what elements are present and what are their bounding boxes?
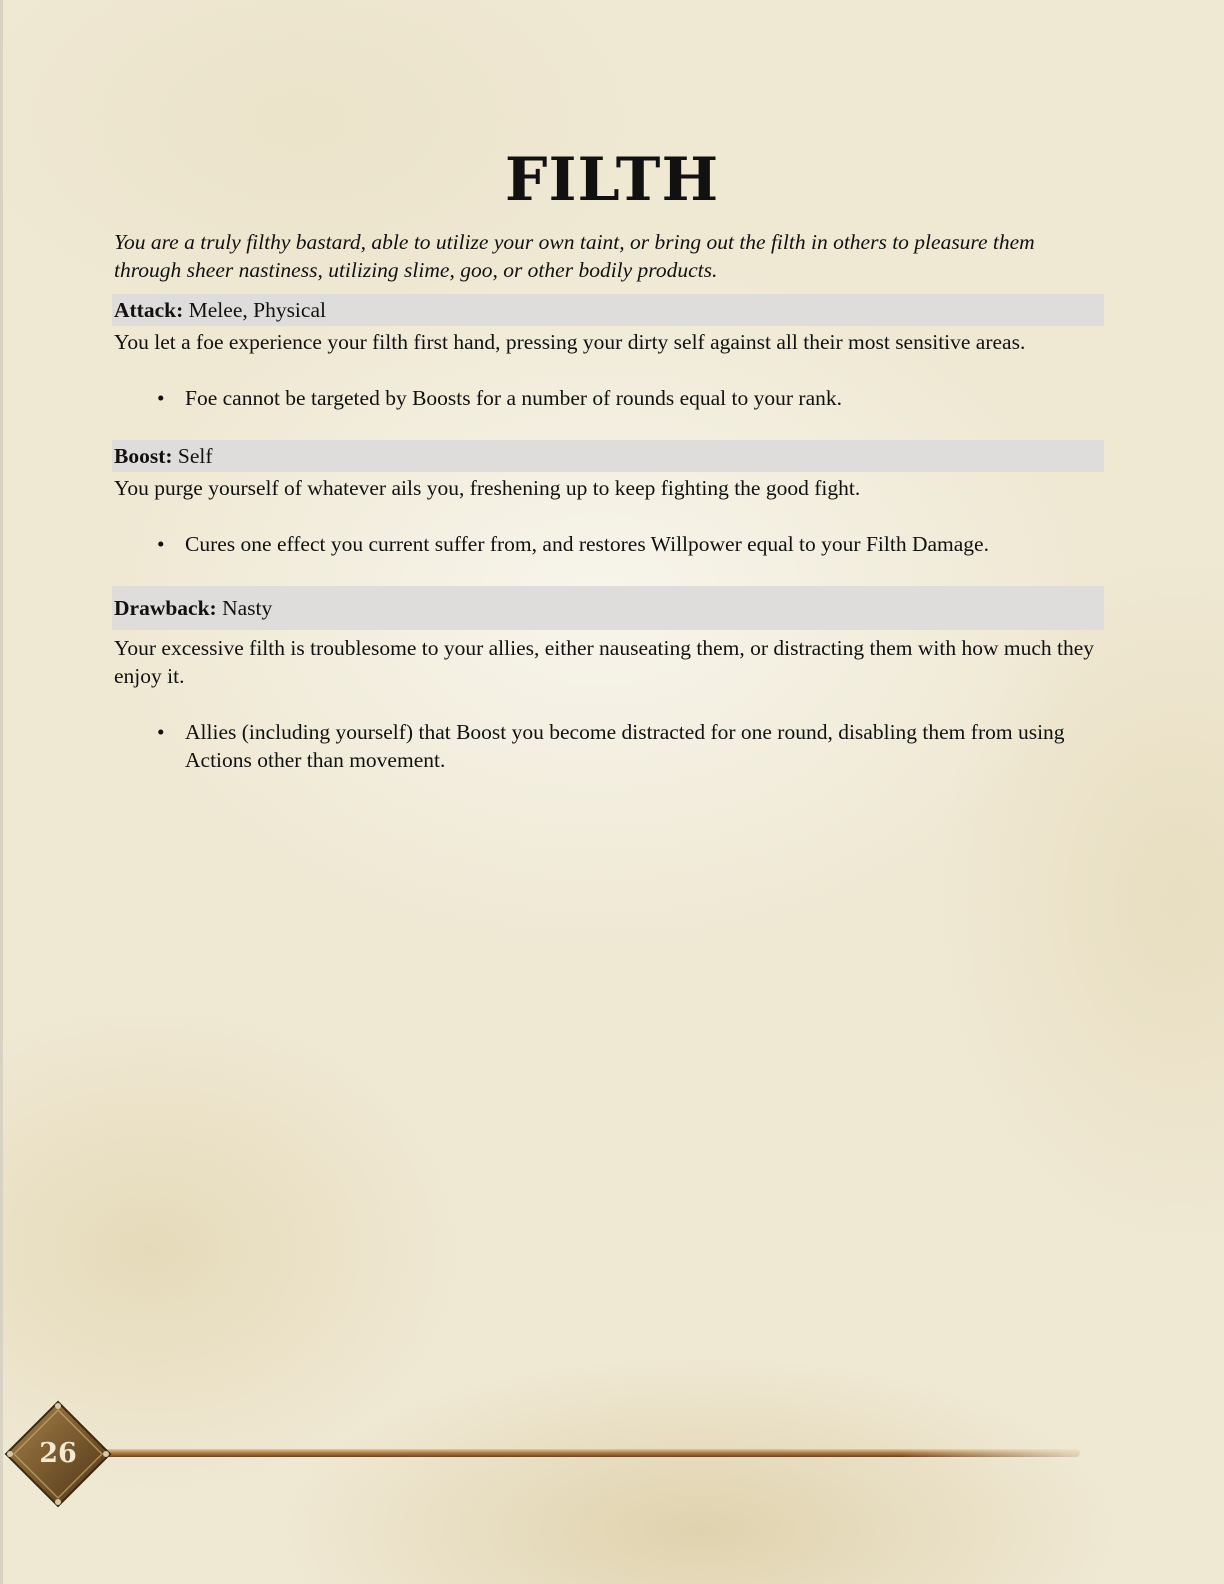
drawback-section	[114, 586, 1104, 774]
page-number: 26	[39, 1438, 77, 1469]
list-item	[114, 384, 1104, 412]
attack-label: Attack:	[114, 298, 184, 322]
intro-text: You are a truly filthy bastard, able to utilize your own taint, or bring out the filth in others to pleasure them through sheer nastiness, utilizing slime, goo, or other bodily products.	[114, 230, 1035, 282]
list-item	[114, 718, 1104, 774]
drawback-bullets	[114, 718, 1104, 774]
boost-header	[112, 440, 1104, 472]
drawback-value: Nasty	[222, 596, 273, 620]
page-title: FILTH	[504, 145, 720, 215]
boost-description: You purge yourself of whatever ails you, freshening up to keep fighting the good fight.	[114, 476, 861, 500]
boost-section	[114, 440, 1104, 558]
attack-bullets	[114, 384, 1104, 412]
drawback-description: Your excessive filth is troublesome to your allies, either nauseating them, or distracting them with how much they enjoy it.	[114, 636, 1095, 688]
boost-value: Self	[177, 444, 213, 468]
boost-bullets	[114, 530, 1104, 558]
page-edge	[0, 0, 3, 1584]
attack-value: Melee, Physical	[188, 298, 326, 322]
drawback-label: Drawback:	[114, 596, 217, 620]
bullet-icon: •	[157, 386, 165, 410]
attack-header	[112, 294, 1104, 326]
boost-label: Boost:	[114, 444, 173, 468]
drawback-header	[112, 586, 1104, 630]
attack-section	[114, 294, 1104, 412]
attack-description: You let a foe experience your filth first hand, pressing your dirty self against all their most sensitive areas.	[114, 330, 1026, 354]
list-item	[114, 530, 1104, 558]
bullet-text: Foe cannot be targeted by Boosts for a number of rounds equal to your rank.	[185, 386, 842, 410]
bullet-icon: •	[157, 720, 165, 744]
content-area	[114, 228, 1104, 774]
footer-rule-fade	[900, 1447, 1080, 1459]
bullet-text: Cures one effect you current suffer from, and restores Willpower equal to your Filth Damage.	[185, 532, 989, 556]
bullet-text: Allies (including yourself) that Boost you become distracted for one round, disabling them from using Actions other than movement.	[185, 720, 1065, 772]
bullet-icon: •	[157, 532, 165, 556]
